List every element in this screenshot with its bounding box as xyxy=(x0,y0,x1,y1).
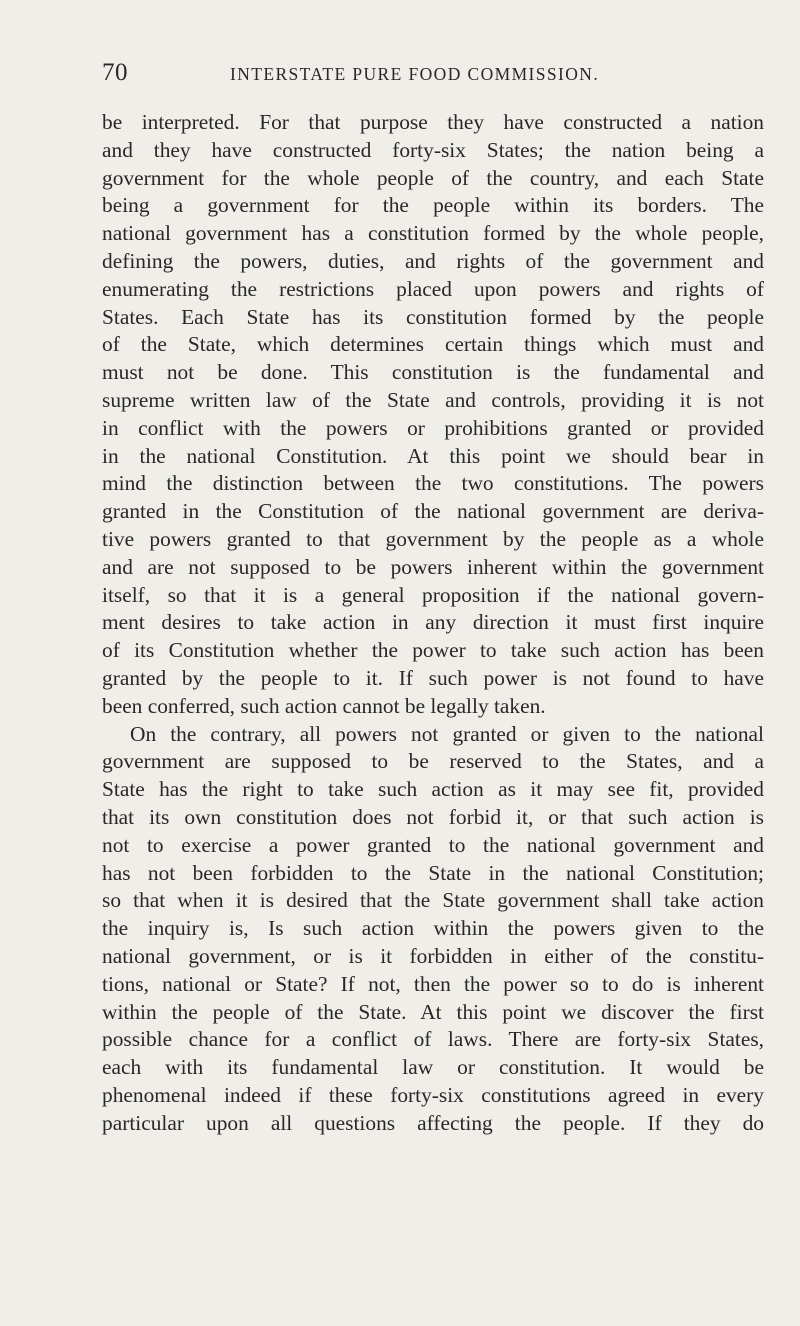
text-line: be interpreted. For that purpose they have constructed a nation xyxy=(102,110,764,134)
running-header xyxy=(102,58,764,88)
paragraph-start-line: On the contrary, all powers not granted or given to the national xyxy=(130,721,764,746)
running-title: INTERSTATE PURE FOOD COMMISSION. xyxy=(230,64,600,84)
paragraph-end-line: been conferred, such action cannot be legally taken. xyxy=(102,693,546,718)
text-line: States. Each State has its constitution formed by the people xyxy=(102,304,764,329)
text-line: State has the right to take such action as it may see fit, provided xyxy=(102,777,764,802)
text-line: ment desires to take action in any direction it must first inquire xyxy=(102,610,764,635)
text-line: of its Constitution whether the power to take such action has been xyxy=(102,638,764,663)
text-line: being a government for the people within its borders. The xyxy=(102,193,764,218)
text-line: granted in the Constitution of the national government are deriva- xyxy=(102,499,764,524)
text-line: phenomenal indeed if these forty-six constitutions agreed in every xyxy=(102,1082,764,1107)
text-line: and they have constructed forty-six States; the nation being a xyxy=(102,137,764,162)
text-line: tive powers granted to that government by the people as a whole xyxy=(102,526,764,551)
text-line: supreme written law of the State and controls, providing it is not xyxy=(102,387,764,412)
text-line: must not be done. This constitution is the fundamental and xyxy=(102,360,764,385)
text-line: granted by the people to it. If such power is not found to have xyxy=(102,665,764,690)
text-line: mind the distinction between the two constitutions. The powers xyxy=(102,471,764,496)
text-line: tions, national or State? If not, then the power so to do is inherent xyxy=(102,971,764,996)
text-line: particular upon all questions affecting the people. If they do xyxy=(102,1110,764,1135)
text-line: the inquiry is, Is such action within the powers given to the xyxy=(102,916,764,941)
text-line: national government, or is it forbidden in either of the constitu- xyxy=(102,943,764,968)
text-line: so that when it is desired that the State government shall take action xyxy=(102,888,764,913)
text-line: each with its fundamental law or constitution. It would be xyxy=(102,1055,764,1080)
text-line: of the State, which determines certain things which must and xyxy=(102,332,764,357)
page-number: 70 xyxy=(102,59,128,86)
text-line: has not been forbidden to the State in the national Constitution; xyxy=(102,860,764,885)
text-line: that its own constitution does not forbid it, or that such action is xyxy=(102,804,764,829)
text-line: government are supposed to be reserved to the States, and a xyxy=(102,749,764,774)
text-line: in conflict with the powers or prohibitions granted or provided xyxy=(102,415,764,440)
text-line: enumerating the restrictions placed upon powers and rights of xyxy=(102,276,764,301)
text-line: national government has a constitution formed by the whole people, xyxy=(102,221,764,246)
text-line: within the people of the State. At this point we discover the first xyxy=(102,999,764,1024)
text-line: possible chance for a conflict of laws. There are forty-six States, xyxy=(102,1027,764,1052)
text-line: in the national Constitution. At this point we should bear in xyxy=(102,443,764,468)
text-line: not to exercise a power granted to the national government and xyxy=(102,832,764,857)
text-line: and are not supposed to be powers inherent within the government xyxy=(102,554,764,579)
text-line: defining the powers, duties, and rights of the government and xyxy=(102,248,764,273)
body-text xyxy=(102,109,764,1137)
text-line: itself, so that it is a general proposition if the national govern- xyxy=(102,582,764,607)
text-line: government for the whole people of the country, and each State xyxy=(102,165,764,190)
